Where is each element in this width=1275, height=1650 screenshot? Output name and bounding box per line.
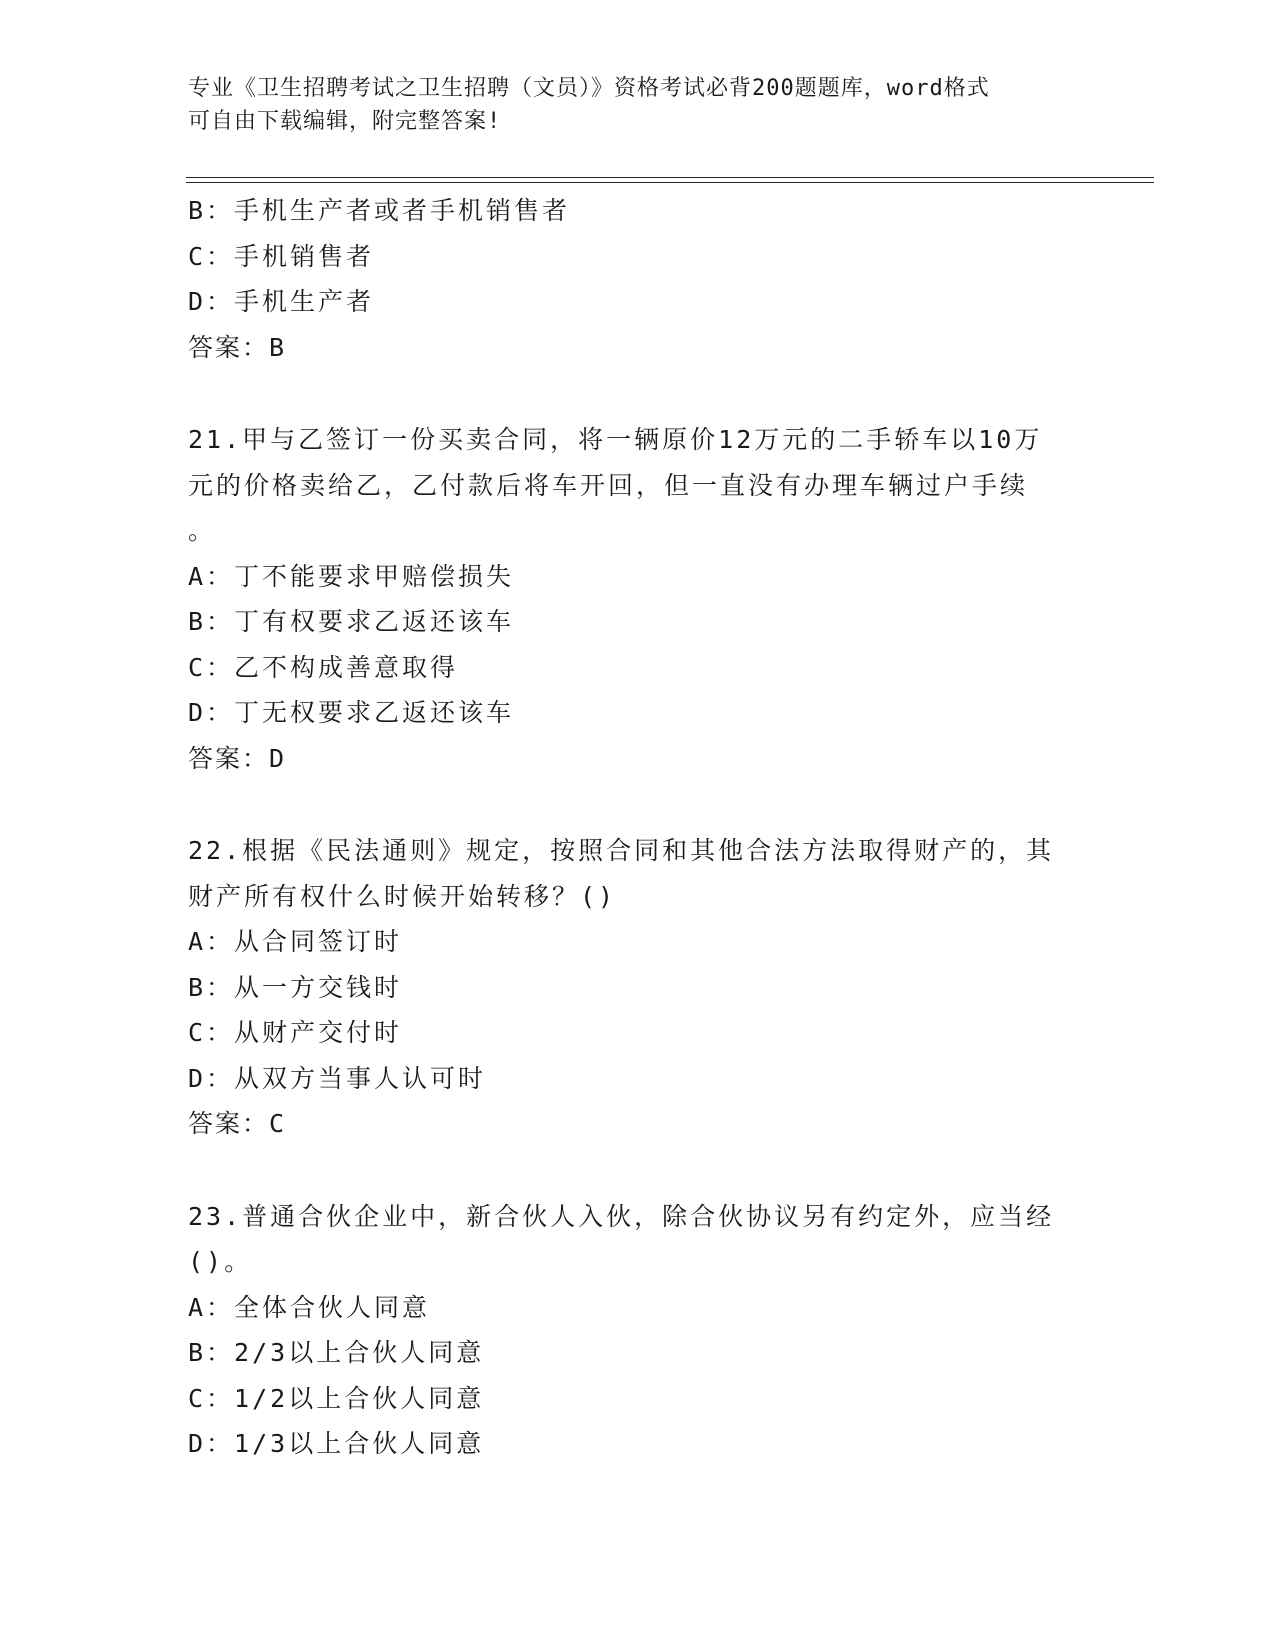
paragraph-gap xyxy=(188,1147,1088,1194)
option-line: B：从一方交钱时 xyxy=(188,972,403,1002)
option-line: C：乙不构成善意取得 xyxy=(188,652,459,682)
question-text-line: ()。 xyxy=(188,1247,253,1276)
question-text-line: 23.普通合伙企业中，新合伙人入伙，除合伙协议另有约定外，应当经 xyxy=(188,1201,1055,1231)
option-line: A：丁不能要求甲赔偿损失 xyxy=(188,561,515,591)
question-text-line: 元的价格卖给乙，乙付款后将车开回，但一直没有办理车辆过户手续 xyxy=(188,470,1029,500)
header-line-1: 专业《卫生招聘考试之卫生招聘（文员）》资格考试必背200题题库，word格式 xyxy=(188,76,990,101)
question-text-line: 。 xyxy=(188,516,217,545)
question-text-line: 22.根据《民法通则》规定，按照合同和其他合法方法取得财产的，其 xyxy=(188,836,1055,865)
header-divider-top xyxy=(186,177,1154,178)
question-text-line: 21.甲与乙签订一份买卖合同，将一辆原价12万元的二手轿车以10万 xyxy=(188,425,1043,454)
question-list xyxy=(188,188,1088,1467)
question-text-line: 财产所有权什么时候开始转移？() xyxy=(188,881,617,911)
option-line: D：丁无权要求乙返还该车 xyxy=(188,698,515,727)
answer-line: 答案：C xyxy=(188,1109,287,1138)
header-divider-bottom xyxy=(186,182,1154,183)
answer-line: 答案：D xyxy=(188,743,287,773)
option-line: C：手机销售者 xyxy=(188,241,375,271)
document-header xyxy=(188,72,1088,138)
option-line: B：丁有权要求乙返还该车 xyxy=(188,607,515,636)
option-line: A：全体合伙人同意 xyxy=(188,1292,431,1322)
option-line: D：从双方当事人认可时 xyxy=(188,1063,487,1093)
option-line: C：1/2以上合伙人同意 xyxy=(188,1383,485,1413)
option-line: B：手机生产者或者手机销售者 xyxy=(188,196,571,225)
answer-line: 答案：B xyxy=(188,332,287,362)
header-line-2: 可自由下载编辑，附完整答案! xyxy=(188,109,502,134)
option-line: D：1/3以上合伙人同意 xyxy=(188,1429,485,1458)
option-line: D：手机生产者 xyxy=(188,287,375,316)
option-line: A：从合同签订时 xyxy=(188,927,403,956)
paragraph-gap xyxy=(188,781,1088,828)
paragraph-gap xyxy=(188,370,1088,417)
option-line: C：从财产交付时 xyxy=(188,1018,403,1047)
option-line: B：2/3以上合伙人同意 xyxy=(188,1338,485,1367)
